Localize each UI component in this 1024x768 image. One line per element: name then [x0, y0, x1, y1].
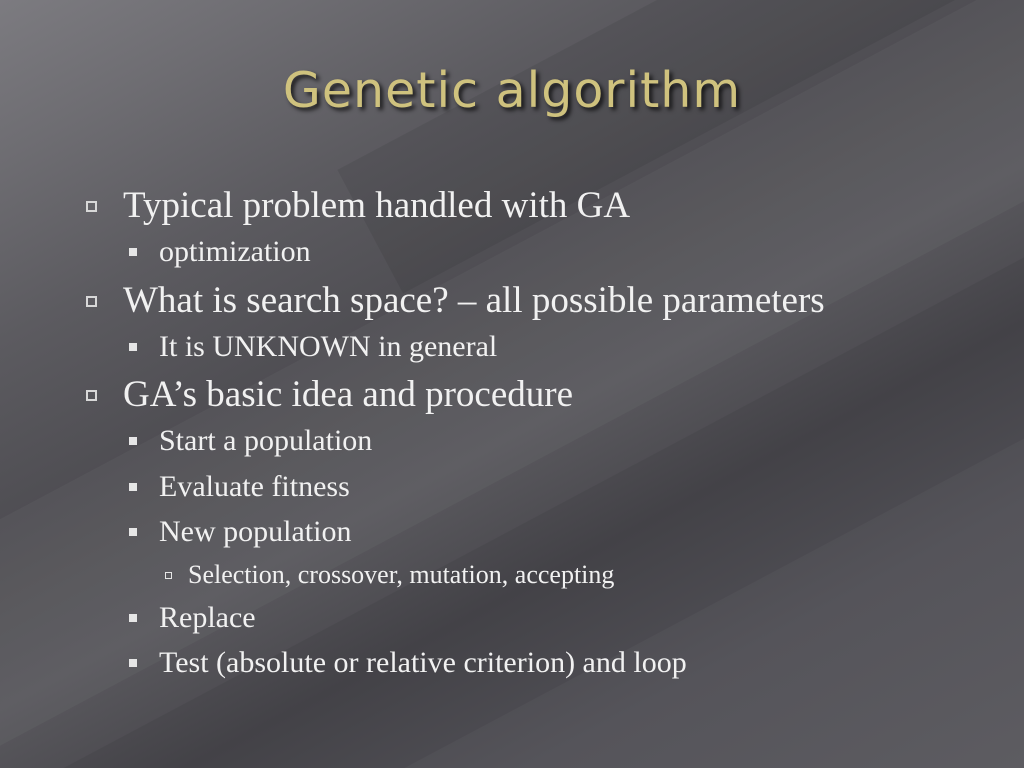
bullet-text: Start a population	[159, 424, 373, 457]
hollow-square-bullet-icon	[86, 390, 97, 401]
bullet-text: optimization	[159, 235, 311, 268]
hollow-square-bullet-icon	[86, 201, 97, 212]
filled-square-bullet-icon	[129, 528, 137, 536]
bullet-list	[86, 180, 986, 686]
filled-square-bullet-icon	[129, 483, 137, 491]
sub-bullet-replace	[86, 595, 986, 641]
sub-bullet-evaluate-fitness	[86, 464, 986, 510]
sub-bullet-unknown	[86, 324, 986, 370]
sub-bullet-optimization	[86, 229, 986, 275]
bullet-item-typical-problem	[86, 183, 986, 229]
bullet-text: Selection, crossover, mutation, accepting	[188, 559, 615, 589]
filled-square-bullet-icon	[129, 248, 137, 256]
bullet-text: Test (absolute or relative criterion) and loop	[159, 646, 687, 679]
bullet-text: Replace	[159, 600, 256, 634]
bullet-text: It is UNKNOWN in general	[159, 329, 498, 363]
sub-sub-bullet-selection	[86, 555, 986, 595]
slide-title: Genetic algorithm	[282, 62, 742, 119]
bullet-text: Evaluate fitness	[159, 469, 350, 503]
sub-bullet-test-loop	[86, 640, 986, 686]
small-hollow-square-bullet-icon	[165, 572, 172, 579]
filled-square-bullet-icon	[129, 614, 137, 622]
bullet-text: What is search space? – all possible parameters	[123, 279, 825, 321]
sub-bullet-start-population	[86, 418, 986, 464]
bullet-item-search-space	[86, 278, 986, 324]
hollow-square-bullet-icon	[86, 296, 97, 307]
bullet-text: GA’s basic idea and procedure	[123, 374, 573, 415]
sub-bullet-new-population	[86, 509, 986, 555]
filled-square-bullet-icon	[129, 659, 137, 667]
filled-square-bullet-icon	[129, 437, 137, 445]
bullet-text: New population	[159, 515, 352, 548]
bullet-item-basic-idea	[86, 372, 986, 418]
bullet-text: Typical problem handled with GA	[123, 185, 631, 226]
filled-square-bullet-icon	[129, 343, 137, 351]
